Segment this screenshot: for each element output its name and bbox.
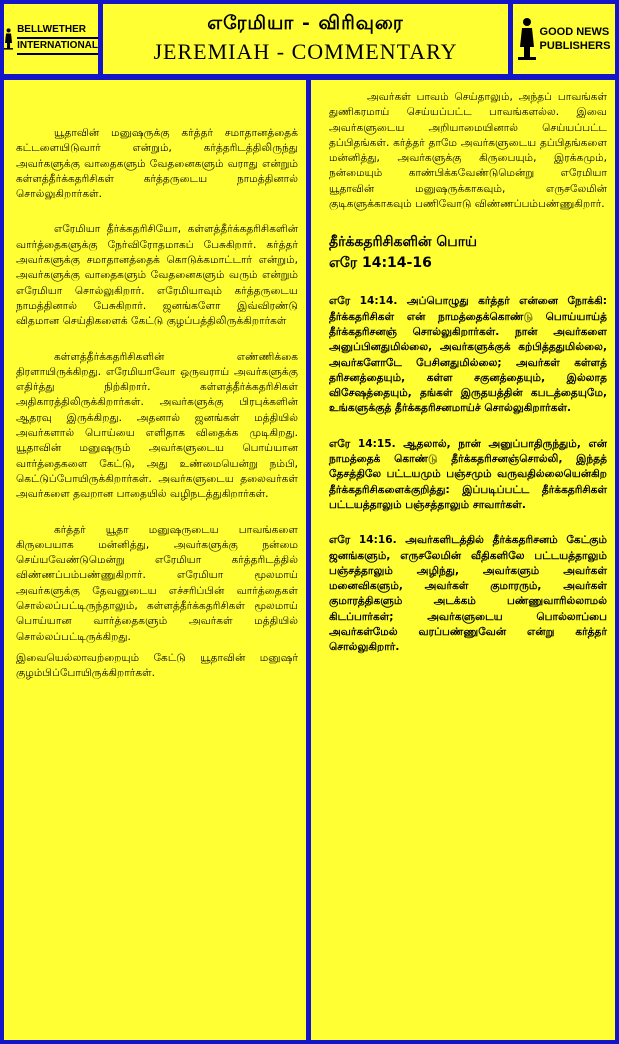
verse-14-15: எரே 14:15. ஆதலால், நான் அனுப்பாதிருந்தும், என் நாமத்தைக் கொண்டு தீர்க்கதரிசனஞ்சொல்லி, இந்தத் தேசத்திலே பட்டயமும் பஞ்சமும் வருவதில்லையென்கிற தீர்க்கதரிசிகளைக்குறித்து: இப்படிப்பட்ட தீர்க்கதரிசிகள் பட்டயத்தாலும் பஞ்சத்தாலும் சாவார்கள்.	[329, 437, 607, 511]
left-paragraph-2: எரேமியா தீர்க்கதரிசியோ, கள்ளத்தீர்க்கதரிசிகளின் வார்த்தைகளுக்கு நேர்விரோதமாகப் பேசுகிறார். கர்த்தர் அவர்களுக்கு சமாதானத்தைக் கொடுக்கமாட்டார் என்றும், அவர்களுக்கு வாதைகளும் வேதனைகளும் வரும் என்றும் எரேமியா சொல்லுகிறார். எரேமியாவும் கர்த்தருடைய நாமத்தினால் பேசுகிறார். ஜனங்களோ இவ்விரண்டு விதமான செய்திகளைக் கேட்டு குழப்பத்திலிருக்கிறார்கள்	[16, 223, 298, 328]
page-header	[103, 4, 508, 74]
section-heading	[329, 232, 607, 274]
title-tamil: எரேமியா - விரிவுரை	[207, 12, 404, 34]
left-paragraph-3: கள்ளத்தீர்க்கதரிசிகளின் எண்ணிக்கை திரளாயிருக்கிறது. எரேமியாவோ ஒருவராய் அவர்களுக்கு எதிர்த்து நிற்கிறார். கள்ளத்தீர்க்கதரிசிகள் அதிகாரத்திலிருக்கிறார்கள். அவர்களுக்கு பிரபுக்களின் ஆதரவு இருக்கிறது. அதனால் ஜனங்கள் மத்தியில் அவர்களால் பொய்யை எளிதாக விதைக்க முடிகிறது. யூதாவின் மனுஷரும் அவர்களுடைய பொய்யான வார்த்தைகளை கேட்டு, அது உண்மையென்று நம்பி, கெட்டுப்போயிருக்கிறார்கள். அவர்களுடைய தலைவர்கள் அவர்களை தவறான பாதையில் வழிநடத்துகிறார்கள்.	[16, 350, 298, 501]
left-column	[4, 80, 306, 1040]
good-news-logo	[513, 4, 615, 74]
logo-right-line2: PUBLISHERS	[539, 40, 611, 52]
heading-reference: எரே 14:14-16	[329, 255, 432, 272]
logo-left-line2: INTERNATIONAL	[17, 39, 98, 55]
bellwether-figure-icon	[4, 17, 13, 61]
left-paragraph-4: கர்த்தர் யூதா மனுஷருடைய பாவங்களை கிருபையாக மன்னித்து, அவர்களுக்கு நன்மை செய்யவேண்டுமென்று எரேமியா கர்த்தரிடத்தில் விண்ணப்பம்பண்ணுகிறார். எரேமியா மூலமாய் அவர்களுக்கு தேவனுடைய எச்சரிப்பின் வார்த்தைகள் சொல்லப்பட்டிருந்தாலும், கள்ளத்தீர்க்கதரிசிகள் மூலமாய் பொய்யான வார்த்தைகளும் அவர்கள் மத்தியில் சொல்லப்பட்டிருக்கிறது.	[16, 523, 298, 643]
logo-left-line1: BELLWETHER	[17, 23, 98, 39]
left-paragraph-1: யூதாவின் மனுஷருக்கு கர்த்தர் சமாதானத்தைக் கட்டளையிடுவார் என்றும், கர்த்தரிடத்திலிருந்து அவர்களுக்கு வாதைகளும் வேதனைகளும் வராது என்றும் கள்ளத்தீர்க்கதரிசிகள் கர்த்தருடைய நாமத்தினால் சொல்லுகிறார்கள்.	[16, 127, 298, 201]
right-paragraph-1: அவர்கள் பாவம் செய்தாலும், அந்தப் பாவங்கள் துணிகரமாய் செய்யப்பட்ட பாவங்களல்ல. இவை அவர்களுடைய அறியாமையினால் செய்யப்பட்ட தப்பிதங்கள். கர்த்தர் தாமே அவர்களுடைய தப்பிதங்களை மன்னித்து, அவர்களுக்கு கிருபையும், இரக்கமும், நன்மையும் காண்பிக்கவேண்டுமென்று எரேமியா யூதாவின் மனுஷருக்காகவும், எருசலேமின் குடிகளுக்காகவும் பணிவோடு விண்ணப்பம்பண்ணுகிறார்.	[329, 91, 607, 211]
left-paragraph-5: இவையெல்லாவற்றையும் கேட்டு யூதாவின் மனுஷர் குழம்பிப்போயிருக்கிறார்கள்.	[16, 651, 298, 680]
bellwether-logo	[4, 4, 98, 74]
heading-title: தீர்க்கதரிசிகளின் பொய்	[329, 234, 478, 251]
right-column	[311, 80, 615, 1040]
verse-14-14: எரே 14:14. அப்பொழுது கர்த்தர் என்னை நோக்கி: தீர்க்கதரிசிகள் என் நாமத்தைக்கொண்டு பொய்யாய்த் தீர்க்கதரிசனஞ் சொல்லுகிறார்கள். நான் அவர்களை அனுப்பினதுமில்லை, அவர்களுக்குக் கற்பித்ததுமில்லை, அவர்களோடே பேசினதுமில்லை; அவர்கள் கள்ளத் தரிசனத்தையும், கள்ள சகுனத்தையும், இல்லாத விசேஷத்தையும், தங்கள் இருதயத்தின் கபடத்தையுமே, உங்களுக்குத் தீர்க்கதரிசனமாய்ச் சொல்லுகிறார்கள்.	[329, 295, 607, 415]
title-english: JEREMIAH - COMMENTARY	[153, 39, 458, 64]
verse-14-16: எரே 14:16. அவர்களிடத்தில் தீர்க்கதரிசனம் கேட்கும் ஜனங்களும், எருசலேமின் வீதிகளிலே பட்டயத்தாலும் பஞ்சத்தாலும் அழிந்து, அவர்களும் அவர்கள் மனைவிகளும், அவர்கள் குமாரரும், அவர்கள் குமாரத்திகளும் அடக்கம் பண்ணுவாரில்லாமல் கிடப்பார்கள்; அவர்களுடைய பொல்லாப்பை அவர்கள்மேல் வரப்பண்ணுவேன் என்று கர்த்தர் சொல்லுகிறார்.	[329, 534, 607, 654]
logo-right-line1: GOOD NEWS	[539, 26, 610, 38]
bellwether-figure-icon	[518, 17, 536, 61]
